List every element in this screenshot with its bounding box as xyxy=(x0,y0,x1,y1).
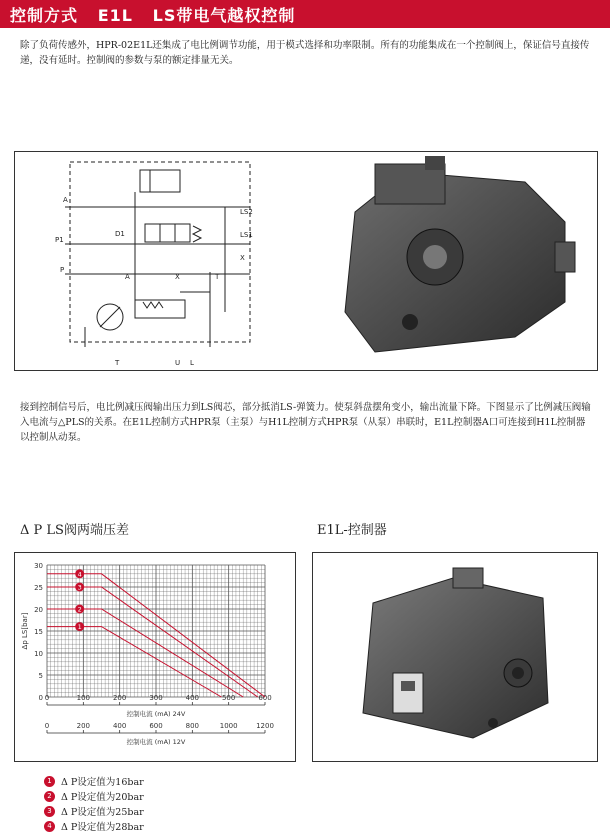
legend-item xyxy=(44,804,144,818)
y-tick-label: 5 xyxy=(38,672,43,680)
x-tick-label-12v: 0 xyxy=(44,722,50,730)
pressure-chart xyxy=(15,553,295,761)
legend-number-badge: 1 xyxy=(44,776,55,787)
series-marker-label: 2 xyxy=(77,605,82,614)
label-X: X xyxy=(240,254,245,262)
legend-item xyxy=(44,819,144,833)
x-tick-label-12v: 200 xyxy=(76,722,91,730)
x-tick-label-24v: 100 xyxy=(76,694,91,702)
label-LS1: LS1 xyxy=(240,231,253,239)
x-tick-label-12v: 400 xyxy=(112,722,127,730)
legend-item xyxy=(44,789,144,803)
controller-box xyxy=(312,552,598,762)
x-tick-label-12v: 600 xyxy=(149,722,163,730)
legend-number-badge: 2 xyxy=(44,791,55,802)
label-L: L xyxy=(190,359,194,367)
legend-text: Δ P设定值为16bar xyxy=(61,777,144,788)
x-tick-label-24v: 400 xyxy=(185,694,200,702)
page-title: 控制方式 E1L LS带电气越权控制 xyxy=(10,6,296,25)
series-marker-label: 1 xyxy=(77,623,82,632)
y-tick-label: 30 xyxy=(34,562,43,570)
chart-section-title: Δ P LS阀两端压差 xyxy=(20,523,129,538)
x-tick-label-12v: 1200 xyxy=(256,722,274,730)
y-tick-label: 25 xyxy=(34,584,43,592)
x-tick-label-24v: 300 xyxy=(149,694,163,702)
x-tick-label-24v: 600 xyxy=(258,694,272,702)
legend-text: Δ P设定值为28bar xyxy=(61,822,144,833)
x-tick-label-24v: 500 xyxy=(221,694,236,702)
series-marker-label: 4 xyxy=(77,570,82,579)
page-header xyxy=(0,0,610,28)
y-tick-label: 20 xyxy=(34,606,43,614)
x-axis-label-12v: 控制电流 (mA) 12V xyxy=(126,738,186,746)
y-axis-label: Δp LS[bar] xyxy=(21,612,29,650)
y-tick-label: 15 xyxy=(34,628,43,636)
y-tick-label: 0 xyxy=(38,694,43,702)
pump-image xyxy=(315,152,595,370)
series-marker-label: 3 xyxy=(77,583,82,592)
legend-text: Δ P设定值为20bar xyxy=(61,792,144,803)
label-A: A xyxy=(63,196,68,204)
intro-paragraph: 除了负荷传感外，HPR-02E1L还集成了电比例调节功能，用于模式选择和功率限制。所有的功能集成在一个控制阀上，保证信号直接传递，没有延时。控制阀的参数与泵的额定排量无关。 xyxy=(20,40,590,66)
legend-item xyxy=(44,774,144,788)
label-T-bottom: T xyxy=(215,273,220,281)
legend-text: Δ P设定值为25bar xyxy=(61,807,144,818)
label-D1: D1 xyxy=(115,230,125,238)
legend-number-badge: 3 xyxy=(44,806,55,817)
x-tick-label-12v: 1000 xyxy=(219,722,238,730)
label-P: P xyxy=(60,266,65,274)
hydraulic-schematic xyxy=(15,152,275,370)
schematic-box xyxy=(14,151,598,371)
label-X-bottom: X xyxy=(175,273,180,281)
description-paragraph: 接到控制信号后，电比例减压阀输出压力到LS阀芯，部分抵消LS-弹簧力。使泵斜盘摆角变小，输出流量下降。下图显示了比例减压阀输入电流与△PLS的关系。在E1L控制方式HPR泵（主泵）与H1L控制方式HPR泵（从泵）串联时，E1L控制器A口可连接到H1L控制器以控制从动泵。 xyxy=(20,402,591,443)
controller-image xyxy=(313,553,597,761)
legend-number-badge: 4 xyxy=(44,821,55,832)
x-axis-label-24v: 控制电流 (mA) 24V xyxy=(126,710,186,718)
label-U: U xyxy=(175,359,181,367)
label-A-bottom: A xyxy=(125,273,130,281)
y-tick-label: 10 xyxy=(34,650,43,658)
chart-box xyxy=(14,552,296,762)
x-tick-label-24v: 0 xyxy=(44,694,50,702)
x-tick-label-12v: 800 xyxy=(185,722,200,730)
label-T-port: T xyxy=(115,359,120,367)
label-P1: P1 xyxy=(55,236,64,244)
label-LS2: LS2 xyxy=(240,208,253,216)
x-tick-label-24v: 200 xyxy=(112,694,127,702)
controller-section-title: E1L-控制器 xyxy=(317,523,387,538)
